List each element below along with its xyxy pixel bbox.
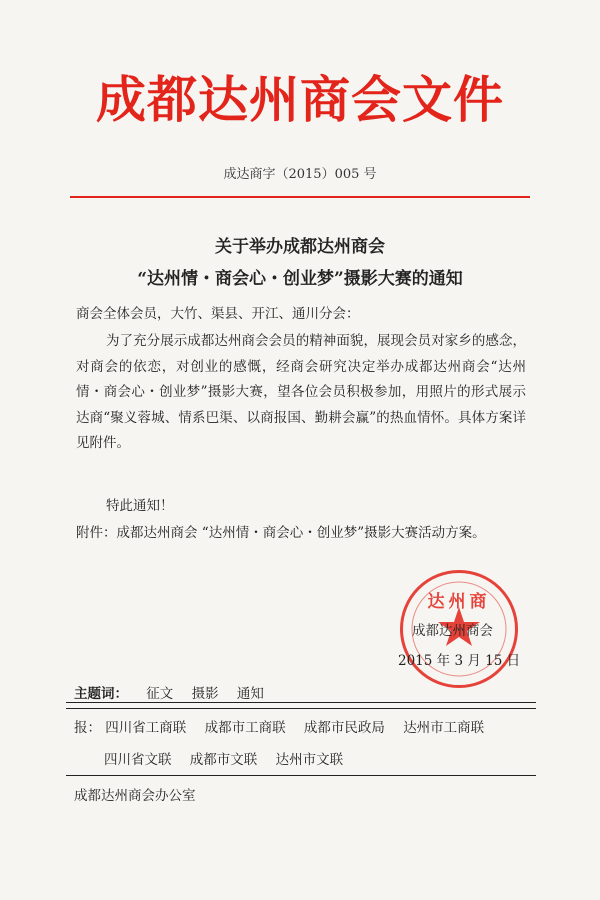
salutation: 商会全体会员，大竹、渠县、开江、通川分会： (76, 306, 360, 322)
keywords-label: 主题词： (74, 686, 128, 702)
issuing-office: 成都达州商会办公室 (74, 788, 196, 804)
keyword: 通知 (236, 686, 264, 702)
cc-line-1 (74, 716, 498, 736)
footer-rule (66, 775, 536, 776)
cc-recipient: 四川省工商联 (105, 720, 187, 736)
cc-line-2 (104, 748, 357, 768)
attachment-line: 附件：成都达州商会 “达州情・商会心・创业梦”摄影大赛活动方案。 (76, 525, 486, 541)
cc-recipient: 成都市文联 (189, 752, 258, 768)
cc-recipient: 成都市民政局 (303, 720, 385, 736)
cc-recipient: 四川省文联 (104, 752, 172, 768)
red-divider (70, 196, 530, 198)
document-number: 成达商字（2015）005 号 (223, 167, 377, 182)
cc-label: 报： (74, 720, 101, 736)
keywords-line (74, 682, 264, 702)
cc-recipient: 达州市工商联 (403, 720, 485, 736)
keyword: 摄影 (191, 686, 219, 702)
notice-title-line-2: “达州情・商会心・创业梦”摄影大赛的通知 (137, 269, 463, 289)
special-notice: 特此通知！ (106, 498, 174, 514)
cc-recipient: 成都市工商联 (204, 720, 286, 736)
footer-rule (66, 708, 536, 709)
signature-date: 2015 年 3 月 15 日 (398, 653, 521, 669)
seal-text: 达州商 (427, 592, 491, 612)
document-header-title: 成都达州商会文件 (96, 70, 504, 129)
body-paragraph: 为了充分展示成都达州商会会员的精神面貌，展现会员对家乡的感念，对商会的依恋，对创业的感慨，经商会研究决定举办成都达州商会“达州情・商会心・创业梦”摄影大赛，望各位会员积极参加，用照片的形式展示达商“聚义蓉城、情系巴渠、以商报国、勤耕会赢”的热血情怀。具体方案详见附件。 (76, 333, 526, 451)
footer-rule (66, 702, 536, 703)
keyword: 征文 (146, 686, 174, 702)
cc-recipient: 达州市文联 (275, 752, 344, 768)
signature-organization: 成都达州商会 (412, 623, 493, 639)
notice-title-line-1: 关于举办成都达州商会 (215, 237, 385, 257)
